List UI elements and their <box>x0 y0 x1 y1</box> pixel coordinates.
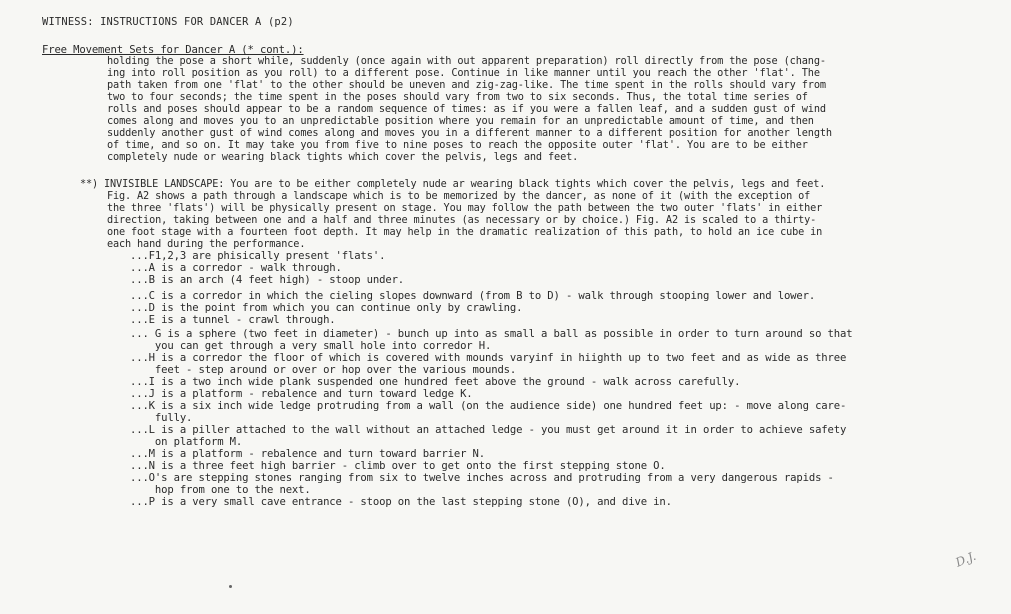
list-item: ...H is a corredor the floor of which is covered with mounds varyinf in hiighth up to two feet and as wide as three <box>130 352 847 364</box>
para2-line: direction, taking between one and a half and three minutes (as necessary or by choice.) Fig. A2 is scaled to a thirty- <box>107 214 817 226</box>
list-item: ...N is a three feet high barrier - climb over to get onto the first stepping stone O. <box>130 460 666 472</box>
list-item: ...B is an arch (4 feet high) - stoop under. <box>130 274 405 286</box>
list-item: ...C is a corredor in which the cieling slopes downward (from B to D) - walk through stooping lower and lower. <box>130 290 816 302</box>
list-item: ...F1,2,3 are phisically present 'flats'. <box>130 250 386 262</box>
para1-line: suddenly another gust of wind comes along and moves you in a different manner to a different position for another length <box>107 127 832 139</box>
list-item: ...K is a six inch wide ledge protruding from a wall (on the audience side) one hundred feet up: - move along care- <box>130 400 847 412</box>
list-item: ...O's are stepping stones ranging from six to twelve inches across and protruding from a very dangerous rapids - <box>130 472 834 484</box>
list-item: ...J is a platform - rebalence and turn toward ledge K. <box>130 388 473 400</box>
list-item: on platform M. <box>130 436 243 448</box>
para1-line: completely nude or wearing black tights which cover the pelvis, legs and feet. <box>107 151 579 163</box>
list-item: feet - step around or over or hop over the various mounds. <box>130 364 517 376</box>
para1-line: two to four seconds; the time spent in the poses should vary from two to six seconds. Thus, the total time series of <box>107 91 808 103</box>
list-item: ...E is a tunnel - crawl through. <box>130 314 336 326</box>
list-item: hop from one to the next. <box>130 484 311 496</box>
paper-speck <box>229 585 232 588</box>
para1-line: holding the pose a short while, suddenly (once again with out apparent preparation) roll directly from the pose (chang- <box>107 55 826 67</box>
para2-line: one foot stage with a fourteen foot depth. It may help in the dramatic realization of this path, to hold an ice cube in <box>107 226 823 238</box>
list-item: fully. <box>130 412 193 424</box>
para2-line: each hand during the performance. <box>107 238 306 250</box>
para1-line: of time, and so on. It may take you from five to nine poses to reach the opposite outer 'flat'. You are to be either <box>107 139 808 151</box>
para1-line: rolls and poses should appear to be a random sequence of times: as if you were a fallen leaf, and a sudden gust of wind <box>107 103 826 115</box>
para1-line: path taken from one 'flat' to the other should be uneven and zig-zag-like. The time spent in the rolls should vary from <box>107 79 826 91</box>
list-item: ...A is a corredor - walk through. <box>130 262 342 274</box>
page-header: WITNESS: INSTRUCTIONS FOR DANCER A (p2) <box>42 16 294 28</box>
list-item: ...P is a very small cave entrance - stoop on the last stepping stone (O), and dive in. <box>130 496 672 508</box>
para2-line: **) INVISIBLE LANDSCAPE: You are to be either completely nude ar wearing black tights which cover the pelvis, legs and feet. <box>80 178 826 190</box>
list-item: you can get through a very small hole into corredor H. <box>130 340 492 352</box>
section-heading: Free Movement Sets for Dancer A (* cont.): <box>42 44 304 56</box>
list-item: ... G is a sphere (two feet in diameter) - bunch up into as small a ball as possible in order to turn around so that <box>130 328 853 340</box>
para2-line: the three 'flats') will be physically present on stage. You may follow the path between the two outer 'flats' in either <box>107 202 823 214</box>
para1-line: comes along and moves you to an unpredictable position where you remain for an unpredictable amount of time, and then <box>107 115 814 127</box>
para2-line: Fig. A2 shows a path through a landscape which is to be memorized by the dancer, as none of it (with the exception of <box>107 190 811 202</box>
para1-line: ing into roll position as you roll) to a different pose. Continue in like manner until you reach the other 'flat'. The <box>107 67 820 79</box>
list-item: ...I is a two inch wide plank suspended one hundred feet above the ground - walk across carefully. <box>130 376 741 388</box>
list-item: ...D is the point from which you can continue only by crawling. <box>130 302 523 314</box>
handwritten-signature: D.J. <box>953 548 978 570</box>
list-item: ...M is a platform - rebalence and turn toward barrier N. <box>130 448 485 460</box>
list-item: ...L is a piller attached to the wall without an attached ledge - you must get around it in order to achieve safety <box>130 424 847 436</box>
